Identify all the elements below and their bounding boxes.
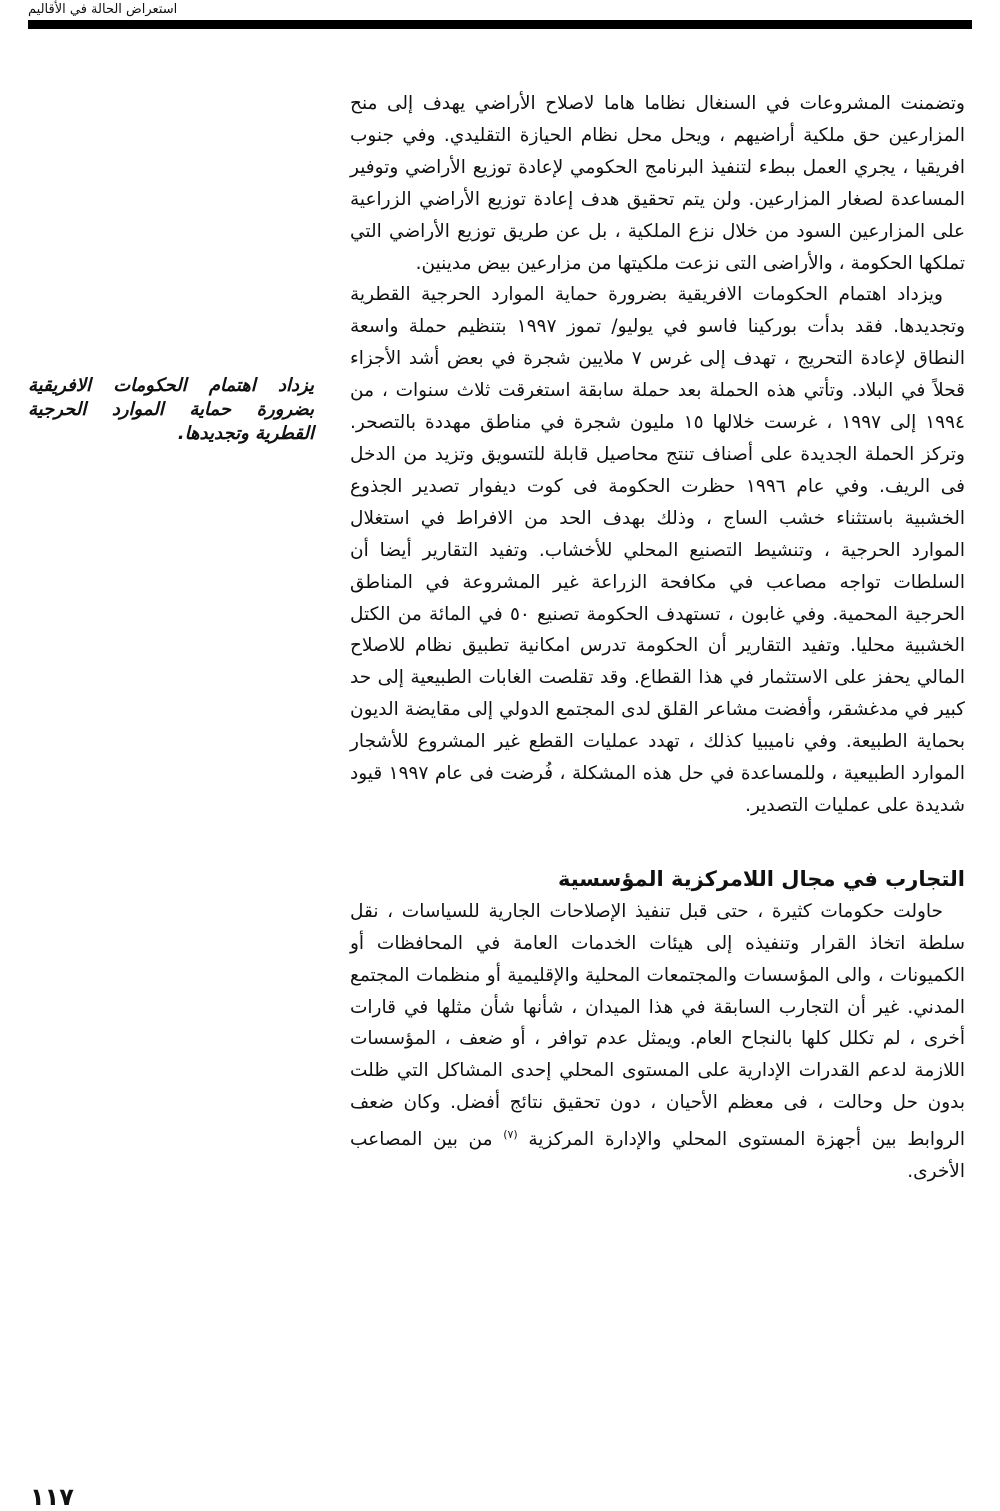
- paragraph-forest-resources: ويزداد اهتمام الحكومات الافريقية بضرورة حماية الموارد الحرجية القطرية وتجديدها. فقد بدأت بوركينا فاسو في يوليو/ تموز ١٩٩٧ بتنظيم حملة واسعة النطاق لإعادة التحريج ، تهدف إلى غرس ٧ ملايين شجرة في بعض أشد الأجزاء قحلاً في البلاد. وتأتي هذه الحملة بعد حملة سابقة استغرقت ثلاث سنوات ، من ١٩٩٤ إلى ١٩٩٧ ، غرست خلالها ١٥ مليون شجرة في مناطق مهددة بالتصحر. وتركز الحملة الجديدة على أصناف تنتج محاصيل قابلة للتسويق وتزيد من الدخل فى الريف. وفي عام ١٩٩٦ حظرت الحكومة فى كوت ديفوار تصدير الجذوع الخشبية باستثناء خشب الساج ، وذلك بهدف الحد من الافراط في استغلال الموارد الحرجية ، وتنشيط التصنيع المحلي للأخشاب. وتفيد التقارير أيضا أن السلطات تواجه مصاعب في مكافحة الزراعة غير المشروعة في المناطق الحرجية المحمية. وفي غابون ، تستهدف الحكومة تصنيع ٥٠ في المائة من الكتل الخشبية محليا. وتفيد التقارير أن الحكومة تدرس امكانية تطبيق نظام للاصلاح المالي يحفز على الاستثمار في هذا القطاع. وقد تقلصت الغابات الطبيعية إلى حد كبير في مدغشقر، وأفضت مشاعر القلق لدى المجتمع الدولي إلى مقايضة الديون بحماية الطبيعة. وفي ناميبيا كذلك ، تهدد عمليات القطع غير المشروع للأشجار الموارد الطبيعية ، وللمساعدة في حل هذه المشكلة ، فُرضت فى عام ١٩٩٧ قيود شديدة على عمليات التصدير.: [350, 284, 966, 816]
- section-heading: التجارب في مجال اللامركزية المؤسسية: [558, 866, 965, 891]
- section-spacer: [350, 822, 965, 862]
- header-rule: [28, 20, 972, 29]
- paragraph-decentralization: [350, 896, 965, 1188]
- margin-note: يزداد اهتمام الحكومات الافريقية بضرورة حماية الموارد الحرجية القطرية وتجديدها.: [28, 375, 314, 444]
- main-text-column: [350, 88, 965, 1188]
- running-header-title: استعراض الحالة في الأقاليم: [28, 2, 178, 17]
- paragraph-text-end: من بين المصاعب الأخرى.: [350, 1129, 965, 1183]
- paragraph-land-reform: وتضمنت المشروعات في السنغال نظاما هاما لاصلاح الأراضي يهدف إلى منح المزارعين حق ملكية أراضيهم ، ويحل محل نظام الحيازة التقليدي. وفي جنوب افريقيا ، يجري العمل ببطء لتنفيذ البرنامج الحكومي لإعادة توزيع الأراضي وتوفير المساعدة لصغار المزارعين. ولن يتم تحقيق هدف إعادة توزيع الأراضي الزراعية على المزارعين السود من خلال نزع الملكية ، بل عن طريق توزيع الأراضي التي تملكها الحكومة ، والأراضى التى نزعت ملكيتها من مزارعين بيض مدينين.: [350, 93, 965, 274]
- paragraph-text: حاولت حكومات كثيرة ، حتى قبل تنفيذ الإصلاحات الجارية للسياسات ، نقل سلطة اتخاذ القرار وتنفيذه إلى هيئات الخدمات العامة في المحافظات أو الكميونات ، والى المؤسسات والمجتمعات المحلية والإقليمية أو منظمات المجتمع المدني. غير أن التجارب السابقة في هذا الميدان ، شأنها شأن مثلها في قارات أخرى ، لم تكلل كلها بالنجاح العام. ويمثل عدم توافر ، أو ضعف ، المؤسسات اللازمة لدعم القدرات الإدارية على المستوى المحلي إحدى المشاكل التي ظلت بدون حل وحالت ، فى معظم الأحيان ، دون تحقيق نتائج أفضل. وكان ضعف الروابط بين أجهزة المستوى المحلي والإدارة المركزية: [350, 900, 965, 1151]
- footnote-reference[interactable]: (٧): [503, 1128, 518, 1142]
- page-number: ١١٧: [30, 1483, 74, 1511]
